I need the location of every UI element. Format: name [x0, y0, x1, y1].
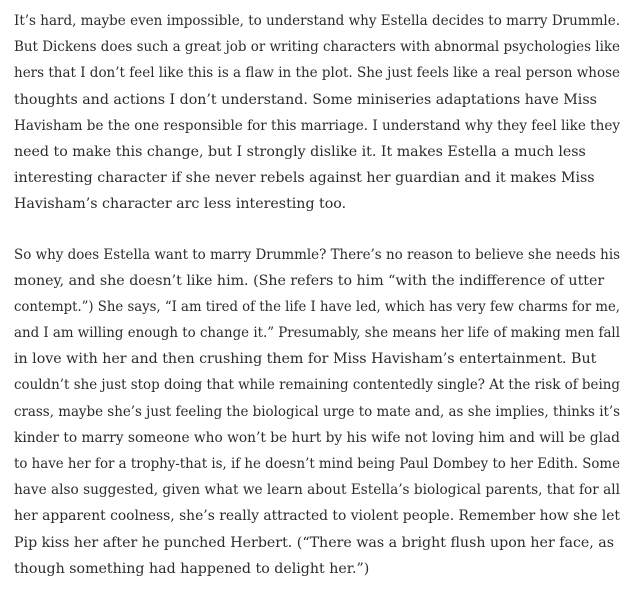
text-line: in love with her and then crushing them for Miss Havisham’s entertainment. But: [14, 351, 597, 368]
text-line: contempt.”) She says, “I am tired of the life I have led, which has very few charms for me,: [14, 298, 620, 315]
text-line: So why does Estella want to marry Drummle? There’s no reason to believe she needs his: [14, 246, 621, 263]
text-line: thoughts and actions I don’t understand. Some miniseries adaptations have Miss: [14, 91, 597, 108]
text-line: Havisham be the one responsible for this marriage. I understand why they feel like they: [14, 117, 621, 134]
text-line: It’s hard, maybe even impossible, to understand why Estella decides to marry Drummle.: [14, 13, 620, 29]
text-line: But Dickens does such a great job or writing characters with abnormal psychologies like: [14, 39, 620, 56]
paragraph-2: [14, 242, 626, 582]
text-line: Havisham’s character arc less interesting too.: [14, 196, 347, 213]
text-line: need to make this change, but I strongly dislike it. It makes Estella a much less: [14, 143, 586, 160]
text-line: Pip kiss her after he punched Herbert. (“There was a bright flush upon her face, as: [14, 534, 615, 551]
text-line: couldn’t she just stop doing that while remaining contentedly single? At the risk of being: [14, 377, 620, 394]
text-line: hers that I don’t feel like this is a flaw in the plot. She just feels like a real person whose: [14, 65, 621, 82]
text-line: have also suggested, given what we learn about Estella’s biological parents, that for all: [14, 482, 620, 499]
text-line: her apparent coolness, she’s really attracted to violent people. Remember how she let: [14, 508, 620, 525]
text-line: kinder to marry someone who won’t be hurt by his wife not loving him and will be glad: [14, 429, 620, 446]
text-line: money, and she doesn’t like him. (She refers to him “with the indifference of utter: [14, 272, 605, 289]
text-line: crass, maybe she’s just feeling the biological urge to mate and, as she implies, thinks it’s: [14, 403, 621, 420]
text-line: and I am willing enough to change it.” Presumably, she means her life of making men fall: [14, 325, 620, 342]
text-line: interesting character if she never rebels against her guardian and it makes Miss: [14, 170, 595, 187]
text-line: to have her for a trophy-that is, if he doesn’t mind being Paul Dombey to her Edith. Some: [14, 456, 620, 472]
paragraph-1: [14, 8, 626, 218]
text-line: though something had happened to delight her.”): [14, 560, 370, 577]
